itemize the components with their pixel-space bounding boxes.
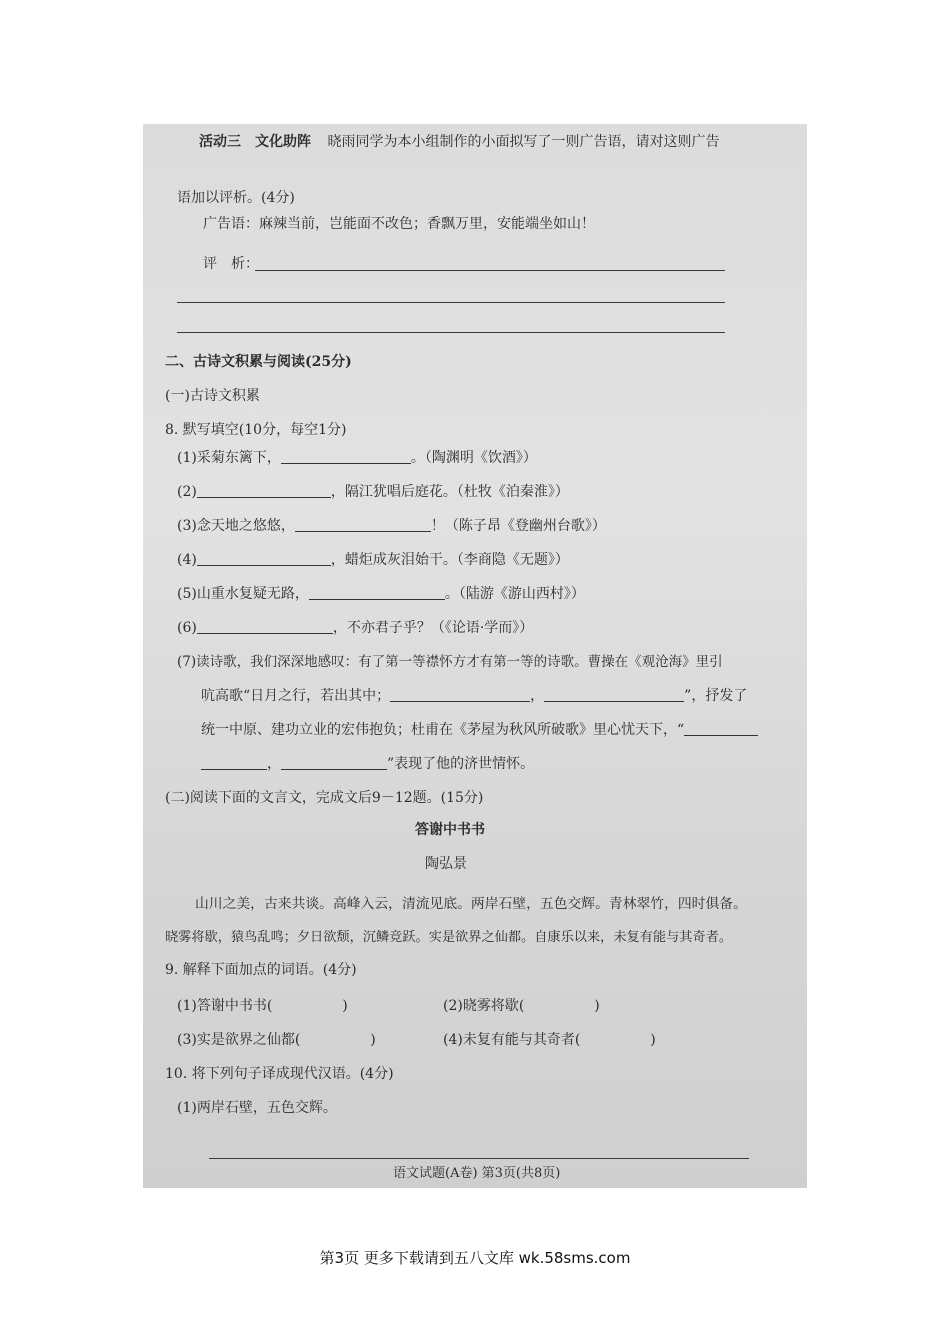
fill-blank[interactable]: [390, 687, 530, 702]
ad-text: 麻辣当前，岂能面不改色；香飘万里，安能端坐如山！: [259, 216, 595, 232]
section2-sub1: (一)古诗文积累: [165, 388, 260, 404]
answer-space[interactable]: [524, 998, 594, 1012]
q9-item-4: (4)未复有能与其奇者( ): [443, 1032, 656, 1048]
section2-heading: 二、古诗文积累与阅读(25分): [165, 354, 352, 370]
page-label: 语文试题(A卷) 第3页(共8页): [393, 1166, 561, 1181]
fill-blank[interactable]: [684, 721, 758, 736]
fill-blank[interactable]: [197, 619, 333, 634]
q8-item-6: (6) ，不亦君子乎？（《论语·学而》）: [177, 620, 534, 636]
comment-label: 评 析：: [203, 256, 259, 272]
answer-line: [177, 302, 725, 303]
q8-item-7-line4: ， ”表现了他的济世情怀。: [201, 754, 534, 774]
passage-author: 陶弘景: [425, 856, 467, 872]
fill-blank[interactable]: [309, 585, 445, 600]
activity3-title: 活动三 文化助阵: [199, 134, 311, 150]
q8-item-7-line3: 统一中原、建功立业的宏伟抱负；杜甫在《茅屋为秋风所破歌》里心忧天下，“: [201, 720, 758, 740]
scanned-exam-page: [143, 124, 807, 1188]
q8-item-5: (5)山重水复疑无路， 。（陆游《游山西村》）: [177, 586, 585, 602]
answer-line: [209, 1158, 749, 1159]
fill-blank[interactable]: [197, 551, 331, 566]
page-footer: 第3页 更多下载请到五八文库 wk.58sms.com: [319, 1249, 631, 1267]
q9-item-1: (1)答谢中书书( ): [177, 998, 348, 1014]
ad-line: [203, 214, 595, 234]
q10-item-1: (1)两岸石壁，五色交辉。: [177, 1100, 337, 1116]
fill-blank[interactable]: [281, 449, 411, 464]
activity3-prompt: 晓雨同学为本小组制作的小面拟写了一则广告语，请对这则广告: [327, 134, 720, 150]
answer-line: [255, 270, 725, 271]
q8-item-3: (3)念天地之悠悠， ！（陈子昂《登幽州台歌》）: [177, 518, 606, 534]
passage-title: 答谢中书书: [415, 822, 485, 838]
section2-sub2: (二)阅读下面的文言文，完成文后9－12题。(15分): [165, 790, 484, 806]
answer-space[interactable]: [272, 998, 342, 1012]
activity3-line1: [199, 132, 719, 152]
q9-title: 9. 解释下面加点的词语。(4分): [165, 962, 357, 978]
fill-blank[interactable]: [201, 755, 267, 770]
fill-blank[interactable]: [544, 687, 684, 702]
q8-item-4: (4) ，蜡炬成灰泪始干。（李商隐《无题》）: [177, 552, 569, 568]
fill-blank[interactable]: [281, 755, 387, 770]
q9-item-3: (3)实是欲界之仙都( ): [177, 1032, 376, 1048]
answer-space[interactable]: [580, 1032, 650, 1046]
activity3-line2: 语加以评析。(4分): [177, 190, 295, 206]
q8-item-1: (1)采菊东篱下， 。（陶渊明《饮酒》）: [177, 450, 537, 466]
q10-title: 10. 将下列句子译成现代汉语。(4分): [165, 1066, 394, 1082]
passage-line1: 山川之美，古来共谈。高峰入云，清流见底。两岸石壁，五色交辉。青林翠竹，四时俱备。: [195, 896, 747, 912]
q9-item-2: (2)晓雾将歇( ): [443, 998, 600, 1014]
fill-blank[interactable]: [295, 517, 431, 532]
answer-line: [177, 332, 725, 333]
q8-item-7-line1: (7)读诗歌，我们深深地感叹：有了第一等襟怀方才有第一等的诗歌。曹操在《观沧海》里引: [177, 654, 723, 670]
q8-item-7-line2: 吭高歌“日月之行，若出其中； ， ”，抒发了: [201, 688, 748, 704]
ad-label: 广告语：: [203, 216, 259, 232]
q8-item-2: (2) ，隔江犹唱后庭花。（杜牧《泊秦淮》）: [177, 484, 569, 500]
answer-space[interactable]: [300, 1032, 370, 1046]
q8-title: 8. 默写填空(10分，每空1分): [165, 422, 347, 438]
passage-line2: 晓雾将歇，猿鸟乱鸣；夕日欲颓，沉鳞竞跃。实是欲界之仙都。自康乐以来，未复有能与其奇者。: [165, 930, 733, 945]
fill-blank[interactable]: [197, 483, 331, 498]
